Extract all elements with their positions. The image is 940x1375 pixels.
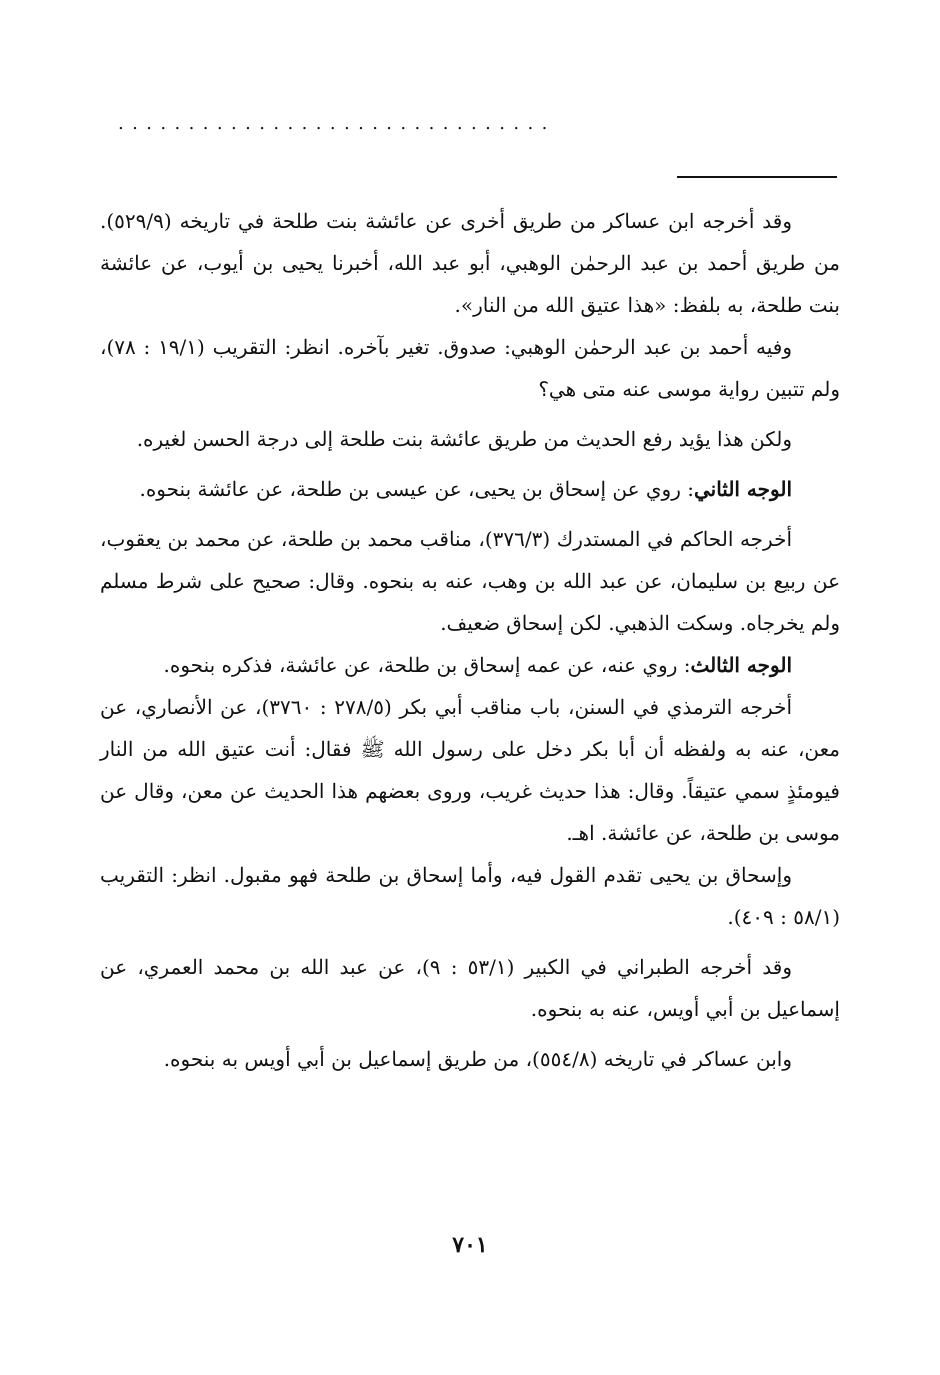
- paragraph-ibn-asakir-aisha: [100, 200, 840, 326]
- footnote-rule: [677, 176, 837, 178]
- paragraph-text: ولكن هذا يؤيد رفع الحديث من طريق عائشة بنت طلحة إلى درجة الحسن لغيره.: [136, 427, 792, 451]
- paragraph-tabarani-kabir: [100, 946, 840, 1030]
- paragraph-text: : روي عنه، عن عمه إسحاق بن طلحة، عن عائشة، فذكره بنحوه.: [163, 653, 691, 677]
- paragraph-text: وابن عساكر في تاريخه (٥٥٤/٨)، من طريق إسماعيل بن أبي أويس به بنحوه.: [163, 1047, 792, 1071]
- paragraph-text: أخرجه الحاكم في المستدرك (٣٧٦/٣)، مناقب محمد بن طلحة، عن محمد بن يعقوب، عن ربيع بن سليمان، عن عبد الله بن وهب، عنه به بنحوه. وقال: صحيح على شرط مسلم ولم يخرجاه. وسكت الذهبي. لكن إسحاق ضعيف.: [100, 527, 840, 635]
- paragraph-second-aspect: [100, 468, 840, 510]
- paragraph-text: : روي عن إسحاق بن يحيى، عن عيسى بن طلحة، عن عائشة بنحوه.: [139, 477, 694, 501]
- paragraph-tirmidhi-sunan: [100, 686, 840, 854]
- section-heading-third-aspect: الوجه الثالث: [690, 653, 792, 677]
- paragraph-ibn-asakir-ismail: [100, 1038, 840, 1080]
- paragraph-ishaq-status: [100, 854, 840, 938]
- paragraph-text: وقد أخرجه ابن عساكر من طريق أخرى عن عائشة بنت طلحة في تاريخه (٥٢٩/٩). من طريق أحمد بن عبد الرحمٰن الوهبي، أبو عبد الله، أخبرنا يحيى بن أيوب، عن عائشة بنت طلحة، به بلفظ: «هذا عتيق الله من النار».: [100, 209, 840, 317]
- paragraph-text: وإسحاق بن يحيى تقدم القول فيه، وأما إسحاق بن طلحة فهو مقبول. انظر: التقريب (٥٨/١ : ٤٠٩).: [100, 863, 840, 929]
- paragraph-text: وفيه أحمد بن عبد الرحمٰن الوهبي: صدوق. تغير بآخره. انظر: التقريب (١٩/١ : ٧٨)، ولم تتبين رواية موسى عنه متى هي؟: [100, 335, 840, 401]
- paragraph-text: أخرجه الترمذي في السنن، باب مناقب أبي بكر (٢٧٨/٥ : ٣٧٦٠)، عن الأنصاري، عن معن، عنه به ولفظه أن أبا بكر دخل على رسول الله ﷺ فقال: أنت عتيق الله من النار فيومئذٍ سمي عتيقاً. وقال: هذا حديث غريب، وروى بعضهم هذا الحديث عن معن، وقال عن موسى بن طلحة، عن عائشة. اهـ.: [100, 695, 840, 845]
- footnote-separator-dots: ...............................: [118, 113, 556, 134]
- paragraph-wahbi-note: [100, 326, 840, 410]
- paragraph-hasan-conclusion: [100, 418, 840, 460]
- paragraph-text: وقد أخرجه الطبراني في الكبير (٥٣/١ : ٩)، عن عبد الله بن محمد العمري، عن إسماعيل بن أبي أويس، عنه به بنحوه.: [100, 955, 840, 1021]
- footnote-body: [100, 200, 840, 1088]
- section-heading-second-aspect: الوجه الثاني: [693, 477, 792, 501]
- paragraph-third-aspect: [100, 644, 840, 686]
- page-number: ٧٠١: [452, 1232, 488, 1258]
- paragraph-hakim-mustadrak: [100, 518, 840, 644]
